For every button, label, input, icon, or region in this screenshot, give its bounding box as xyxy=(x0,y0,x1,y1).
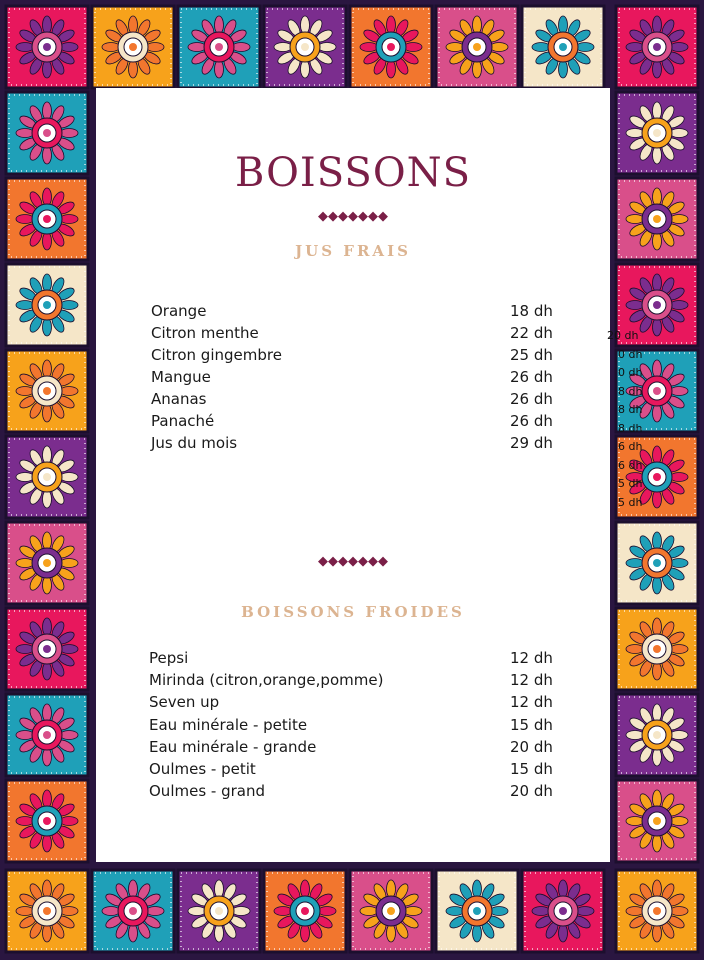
menu-panel xyxy=(96,88,610,862)
menu-item-row xyxy=(149,692,553,712)
overflow-price-text: 6 dh xyxy=(618,440,643,453)
menu-item-price: 26 dh xyxy=(510,412,553,430)
menu-item-name: Ananas xyxy=(151,390,207,408)
menu-item-row xyxy=(149,670,553,690)
mandala-tile xyxy=(350,6,432,88)
section-heading-jus-frais: JUS FRAIS xyxy=(295,242,411,260)
menu-item-name: Oulmes - petit xyxy=(149,760,256,778)
mandala-tile xyxy=(6,264,88,346)
menu-item-row xyxy=(151,323,551,343)
menu-item-row xyxy=(151,301,551,321)
mandala-tile xyxy=(6,522,88,604)
mandala-tile xyxy=(6,436,88,518)
menu-item-price: 25 dh xyxy=(510,346,553,364)
overflow-price-text: 20 dh xyxy=(607,329,639,342)
menu-item-row xyxy=(151,411,551,431)
section-heading-boissons-froides: BOISSONS FROIDES xyxy=(241,603,465,621)
menu-item-name: Citron gingembre xyxy=(151,346,282,364)
menu-item-row xyxy=(149,737,553,757)
diamond-divider-middle: ◆◆◆◆◆◆◆ xyxy=(318,554,388,569)
overflow-price-text: 6 dh xyxy=(618,458,643,472)
menu-item-price: 20 dh xyxy=(510,737,553,756)
menu-item-price: 15 dh xyxy=(510,760,553,778)
menu-item-name: Jus du mois xyxy=(151,434,238,452)
menu-item-name: Mangue xyxy=(151,368,211,386)
menu-item-price: 12 dh xyxy=(510,671,553,690)
menu-item-row xyxy=(149,781,553,801)
mandala-tile xyxy=(92,870,174,952)
mandala-tile xyxy=(178,870,260,952)
mandala-tile xyxy=(6,178,88,260)
mandala-tile xyxy=(6,92,88,174)
menu-item-row xyxy=(149,648,553,668)
mandala-tile xyxy=(616,780,698,862)
page-title: BOISSONS xyxy=(234,150,472,196)
menu-item-name: Pepsi xyxy=(149,649,189,667)
mandala-tile xyxy=(92,6,174,88)
mandala-tile xyxy=(6,608,88,690)
mandala-tile xyxy=(350,870,432,952)
overflow-price-text: 5 dh xyxy=(618,495,643,509)
menu-item-name: Seven up xyxy=(149,693,220,712)
mandala-tile xyxy=(616,178,698,260)
menu-item-row xyxy=(151,367,551,387)
mandala-tile xyxy=(264,6,346,88)
mandala-tile xyxy=(616,870,698,952)
menu-item-row xyxy=(149,759,553,779)
mandala-tile xyxy=(6,350,88,432)
mandala-tile xyxy=(6,694,88,776)
mandala-tile xyxy=(436,870,518,952)
menu-item-row xyxy=(151,345,551,365)
menu-item-row xyxy=(151,433,551,453)
overflow-price-text: 8 dh xyxy=(618,384,643,398)
mandala-tile xyxy=(6,780,88,862)
menu-item-name: Citron menthe xyxy=(151,324,259,342)
menu-item-name: Mirinda (citron,orange,pomme) xyxy=(149,671,384,690)
mandala-tile xyxy=(522,870,604,952)
mandala-tile xyxy=(616,694,698,776)
mandala-tile xyxy=(522,6,604,88)
menu-item-price: 18 dh xyxy=(510,302,553,320)
mandala-tile xyxy=(616,608,698,690)
overflow-price-text: 0 dh xyxy=(618,366,643,379)
menu-item-name: Eau minérale - petite xyxy=(149,715,308,734)
menu-item-name: Panaché xyxy=(151,412,215,430)
menu-item-price: 15 dh xyxy=(510,715,553,734)
menu-item-price: 29 dh xyxy=(510,434,553,452)
menu-item-price: 22 dh xyxy=(510,324,553,342)
mandala-tile xyxy=(264,870,346,952)
menu-item-price: 12 dh xyxy=(510,693,553,712)
mandala-tile xyxy=(436,6,518,88)
overflow-price-text: 0 dh xyxy=(618,347,643,361)
mandala-tile xyxy=(178,6,260,88)
menu-item-price: 26 dh xyxy=(510,368,553,386)
mandala-tile xyxy=(6,6,88,88)
mandala-tile xyxy=(616,92,698,174)
mandala-tile xyxy=(6,870,88,952)
overflow-price-text: 8 dh xyxy=(618,421,643,435)
menu-item-price: 20 dh xyxy=(510,782,553,801)
overflow-price-text: 8 dh xyxy=(618,403,643,416)
menu-item-row xyxy=(149,715,553,735)
menu-item-price: 26 dh xyxy=(510,390,553,408)
overflow-price-text: 5 dh xyxy=(618,477,643,490)
menu-item-name: Oulmes - grand xyxy=(149,782,265,801)
mandala-tile xyxy=(616,6,698,88)
diamond-divider-top: ◆◆◆◆◆◆◆ xyxy=(318,209,388,224)
menu-item-price: 12 dh xyxy=(510,649,553,667)
menu-item-name: Orange xyxy=(151,302,207,320)
menu-item-name: Eau minérale - grande xyxy=(149,737,317,756)
menu-item-row xyxy=(151,389,551,409)
mandala-tile xyxy=(616,522,698,604)
